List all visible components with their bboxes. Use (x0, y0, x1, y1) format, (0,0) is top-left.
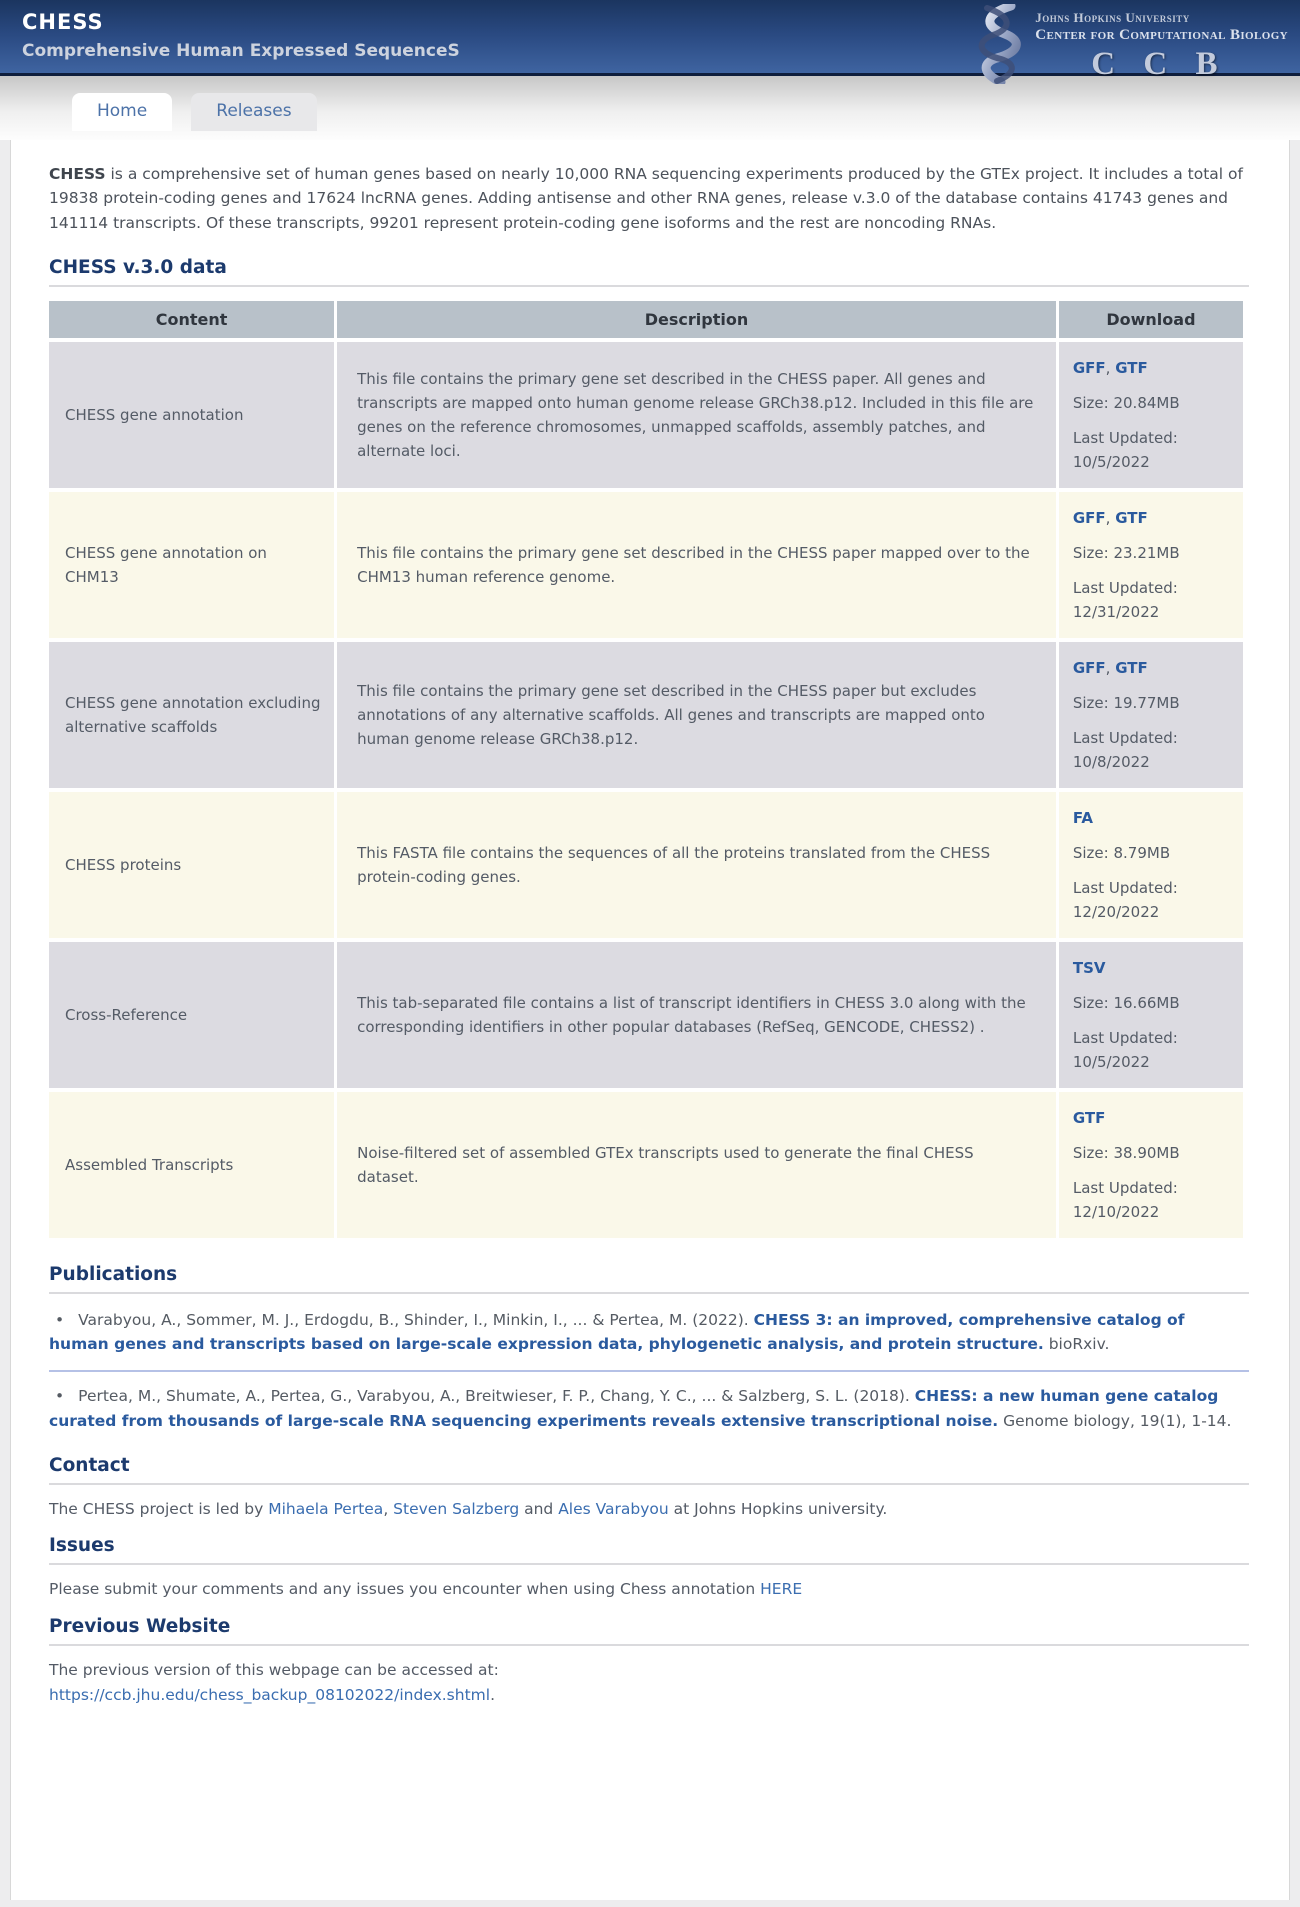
last-updated-label: Last Updated: (1072, 429, 1178, 448)
contact-link-steven-salzberg[interactable]: Steven Salzberg (393, 1499, 520, 1518)
file-size-text: Size: 16.66MB (1072, 994, 1180, 1013)
download-link-tsv[interactable]: TSV (1072, 959, 1106, 978)
last-updated (1073, 726, 1235, 774)
publication-venue: Genome biology, 19(1), 1-14. (998, 1411, 1232, 1430)
content-cell: CHESS gene annotation on CHM13 (49, 492, 334, 638)
last-updated-label: Last Updated: (1072, 579, 1178, 598)
contact-link-ales-varabyou[interactable]: Ales Varabyou (558, 1499, 669, 1518)
dna-helix-icon (967, 4, 1029, 88)
issues-here-link[interactable]: HERE (760, 1580, 803, 1599)
site-branding (22, 10, 460, 61)
last-updated-date: 12/20/2022 (1072, 903, 1160, 922)
intro-lead: CHESS (49, 165, 106, 183)
divider (49, 1292, 1249, 1294)
publication-title-link[interactable]: CHESS 3: an improved, comprehensive catalog of human genes and transcripts based on large-scale expression data, phylogenetic analysis, and protein structure. (49, 1311, 1185, 1354)
table-row (49, 792, 1243, 938)
file-size-text: Size: 20.84MB (1072, 394, 1180, 413)
table-row (49, 642, 1243, 788)
contact-link-mihaela-pertea[interactable]: Mihaela Pertea (268, 1499, 384, 1518)
download-cell (1059, 492, 1243, 638)
download-link-fa[interactable]: FA (1072, 809, 1093, 828)
contact-text (49, 1485, 1249, 1528)
description-cell: This file contains the primary gene set described in the CHESS paper mapped over to the CHM13 human reference genome. (337, 492, 1056, 638)
publication-title-link[interactable]: CHESS: a new human gene catalog curated from thousands of large-scale RNA sequencing experiments reveals extensive transcriptional noise. (49, 1387, 1219, 1430)
last-updated (1073, 1026, 1235, 1074)
download-links (1073, 1106, 1235, 1130)
last-updated-date: 10/8/2022 (1072, 753, 1150, 772)
last-updated-label: Last Updated: (1072, 729, 1178, 748)
section-heading-contact: Contact (49, 1454, 130, 1476)
logo-text (1035, 10, 1288, 83)
previous-website-line1: The previous version of this webpage can be accessed at: (49, 1661, 499, 1680)
publications-list (49, 1296, 1249, 1446)
download-cell (1059, 1092, 1243, 1238)
last-updated (1073, 1176, 1235, 1224)
last-updated-date: 10/5/2022 (1072, 1053, 1150, 1072)
content-cell: CHESS gene annotation (49, 342, 334, 488)
last-updated (1073, 426, 1235, 474)
intro-text: is a comprehensive set of human genes based on nearly 10,000 RNA sequencing experiments produced by the GTEx project. It includes a total of 19838 protein-coding genes and 17624 lncRNA genes. Adding antisense and other RNA genes, release v.3.0 of the database contains 41743 genes and 141114 transcripts. Of these transcripts, 99201 represent protein-coding gene isoforms and the rest are noncoding RNAs. (49, 165, 1243, 232)
site-subtitle: Comprehensive Human Expressed SequenceS (22, 41, 460, 61)
section-heading-issues: Issues (49, 1535, 115, 1557)
previous-website-text (49, 1646, 1249, 1714)
description-cell: This file contains the primary gene set described in the CHESS paper but excludes annotations of any alternative scaffolds. All genes and transcripts are mapped onto human genome release GRCh38.p12. (337, 642, 1056, 788)
intro-paragraph (49, 162, 1249, 235)
description-cell: This tab-separated file contains a list of transcript identifiers in CHESS 3.0 along with the corresponding identifiers in other popular databases (RefSeq, GENCODE, CHESS2) . (337, 942, 1056, 1088)
download-cell (1059, 942, 1243, 1088)
tab-releases[interactable]: Releases (191, 93, 316, 131)
download-cell (1059, 342, 1243, 488)
download-link-gtf[interactable]: GTF (1115, 509, 1148, 528)
logo-org-line1: Johns Hopkins University (1035, 10, 1190, 25)
download-cell (1059, 642, 1243, 788)
last-updated-date: 12/10/2022 (1072, 1203, 1160, 1222)
download-link-gtf[interactable]: GTF (1072, 1109, 1106, 1128)
site-header (0, 0, 1300, 82)
data-table-body (49, 342, 1243, 1238)
site-title: CHESS (22, 10, 104, 34)
section-heading-previous-website: Previous Website (49, 1616, 231, 1638)
last-updated-label: Last Updated: (1072, 1029, 1178, 1048)
file-size-text: Size: 23.21MB (1072, 544, 1180, 563)
download-links: GFF, GTF (1072, 509, 1148, 528)
last-updated-label: Last Updated: (1072, 1179, 1178, 1198)
content-cell: CHESS proteins (49, 792, 334, 938)
description-cell: This file contains the primary gene set described in the CHESS paper. All genes and transcripts are mapped onto human genome release GRCh38.p12. Included in this file are genes on the reference chromosomes, unmapped scaffolds, assembly patches, and alternate loci. (337, 342, 1056, 488)
last-updated (1073, 876, 1235, 924)
publication-authors: Varabyou, A., Sommer, M. J., Erdogdu, B., Shinder, I., Minkin, I., ... & Pertea, M. (2022). (78, 1311, 754, 1330)
download-link-gff[interactable]: GFF (1072, 509, 1106, 528)
download-link-gtf[interactable]: GTF (1115, 659, 1148, 678)
content-cell: CHESS gene annotation excluding alternative scaffolds (49, 642, 334, 788)
publication-venue: bioRxiv. (1043, 1335, 1110, 1354)
previous-website-link[interactable]: https://ccb.jhu.edu/chess_backup_08102022/index.shtml (49, 1685, 491, 1704)
table-row (49, 1092, 1243, 1238)
issues-text (49, 1565, 1249, 1608)
last-updated-date: 10/5/2022 (1072, 453, 1150, 472)
logo-org-line2: Center for Computational Biology (1035, 27, 1288, 43)
download-cell (1059, 792, 1243, 938)
download-link-gtf[interactable]: GTF (1115, 359, 1148, 378)
download-links: GFF, GTF (1072, 659, 1148, 678)
content-cell: Cross-Reference (49, 942, 334, 1088)
section-heading-data: CHESS v.3.0 data (49, 257, 227, 279)
content-container (10, 140, 1290, 1900)
contact-separator: and (519, 1499, 559, 1518)
contact-prefix: The CHESS project is led by (49, 1499, 269, 1518)
divider (49, 285, 1249, 287)
last-updated (1073, 576, 1235, 624)
file-size-text: Size: 19.77MB (1072, 694, 1180, 713)
jhu-ccb-logo (967, 10, 1288, 88)
previous-website-suffix: . (490, 1685, 495, 1704)
download-links: GFF, GTF (1072, 359, 1148, 378)
section-heading-publications: Publications (49, 1264, 178, 1286)
column-header-content: Content (49, 301, 334, 338)
issues-message: Please submit your comments and any issues you encounter when using Chess annotation (49, 1580, 761, 1599)
column-header-description: Description (337, 301, 1056, 338)
contact-suffix: at Johns Hopkins university. (668, 1499, 888, 1518)
publication-item (49, 1370, 1249, 1446)
table-row (49, 492, 1243, 638)
logo-acronym: C C B (1091, 46, 1228, 82)
table-header-row (49, 301, 1243, 338)
download-links (1073, 806, 1235, 830)
content-cell: Assembled Transcripts (49, 1092, 334, 1238)
file-size-text: Size: 38.90MB (1072, 1144, 1180, 1163)
download-links (1073, 956, 1235, 980)
file-size-text: Size: 8.79MB (1072, 844, 1171, 863)
last-updated-date: 12/31/2022 (1072, 603, 1160, 622)
last-updated-label: Last Updated: (1072, 879, 1178, 898)
description-cell: Noise-filtered set of assembled GTEx transcripts used to generate the final CHESS dataset. (337, 1092, 1056, 1238)
table-row (49, 942, 1243, 1088)
column-header-download: Download (1059, 301, 1243, 338)
contact-separator: , (383, 1499, 394, 1518)
data-table (46, 297, 1246, 1242)
publication-item (49, 1296, 1249, 1370)
table-row (49, 342, 1243, 488)
download-link-gff[interactable]: GFF (1072, 359, 1106, 378)
publication-authors: Pertea, M., Shumate, A., Pertea, G., Varabyou, A., Breitwieser, F. P., Chang, Y. C., ... & Salzberg, S. L. (2018). (78, 1387, 915, 1406)
download-link-gff[interactable]: GFF (1072, 659, 1106, 678)
tab-home[interactable]: Home (72, 93, 172, 131)
description-cell: This FASTA file contains the sequences of all the proteins translated from the CHESS protein-coding genes. (337, 792, 1056, 938)
